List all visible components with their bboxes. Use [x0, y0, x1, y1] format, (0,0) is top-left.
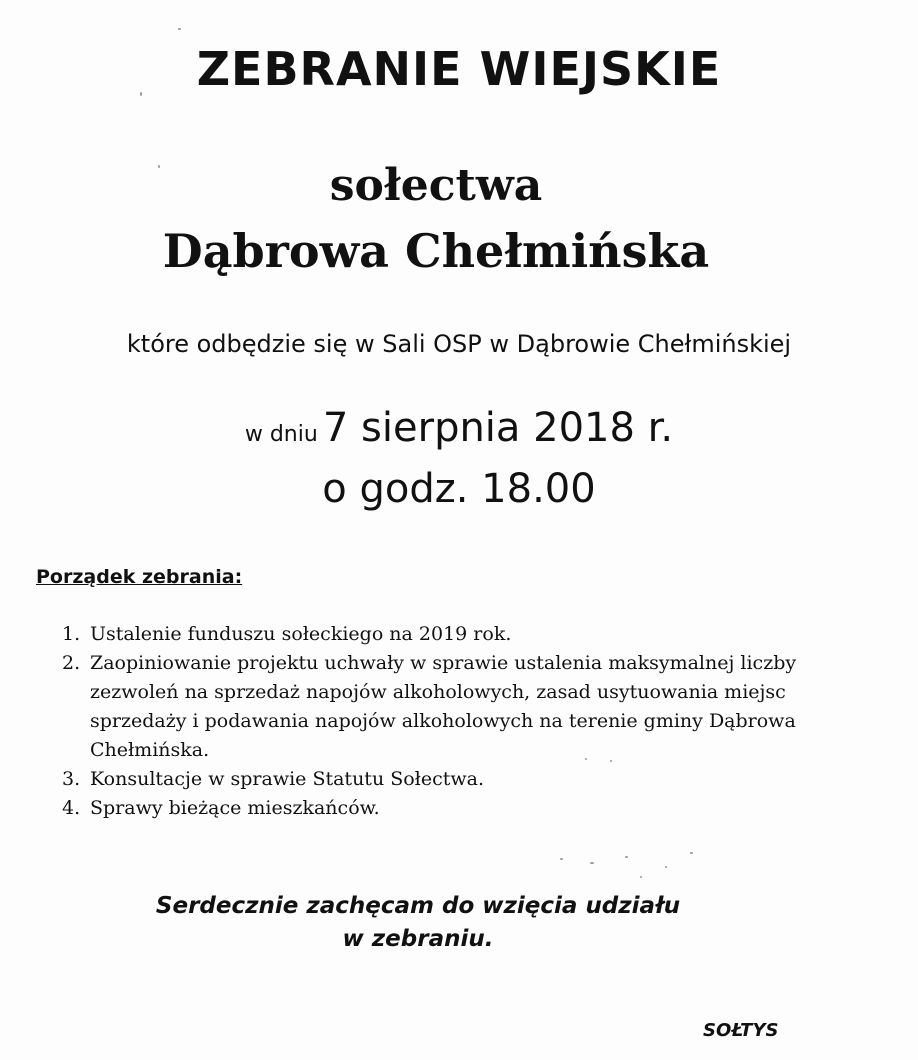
agenda-heading: Porządek zebrania:	[36, 566, 243, 588]
agenda-item-number: 3.	[62, 768, 81, 790]
meeting-date-line	[0, 405, 918, 451]
subtitle-village-council: sołectwa	[329, 160, 543, 211]
signature: SOŁTYS	[703, 1020, 779, 1041]
agenda-item-number: 1.	[62, 623, 81, 645]
closing-line-2: w zebraniu.	[342, 926, 494, 952]
meeting-location: które odbędzie się w Sali OSP w Dąbrowie Chełmińskiej	[126, 330, 792, 358]
agenda-item-text: Ustalenie funduszu sołeckiego na 2019 rok.	[90, 623, 512, 645]
closing-invitation	[0, 890, 836, 956]
meeting-date: 7 sierpnia 2018 r.	[322, 405, 674, 451]
scan-speck	[640, 876, 642, 878]
agenda-item-text: Zaopiniowanie projektu uchwały w sprawie ustalenia maksymalnej liczby zezwoleń na sprzedaż napojów alkoholowych, zasad usytuowania miejsc sprzedaży i podawania napojów alkoholowych na terenie gminy Dąbrowa Chełmińska.	[90, 652, 797, 761]
agenda-item	[62, 649, 872, 765]
scan-speck	[690, 852, 693, 854]
scan-speck	[560, 858, 563, 860]
closing-line-1: Serdecznie zachęcam do wzięcia udziału	[155, 893, 681, 919]
agenda-item-text: Sprawy bieżące mieszkańców.	[90, 797, 380, 819]
agenda-item-number: 4.	[62, 797, 81, 819]
agenda-item-text: Konsultacje w sprawie Statutu Sołectwa.	[90, 768, 484, 790]
agenda-item	[62, 620, 872, 649]
agenda-list	[62, 620, 872, 823]
agenda-item-number: 2.	[62, 652, 81, 674]
scan-speck	[178, 28, 181, 30]
date-prefix: w dniu	[244, 422, 318, 447]
agenda-item	[62, 794, 872, 823]
page-title: ZEBRANIE WIEJSKIE	[196, 42, 722, 96]
scan-speck	[590, 862, 594, 864]
meeting-time: o godz. 18.00	[322, 466, 596, 512]
agenda-item	[62, 765, 872, 794]
subtitle-village-name: Dąbrowa Chełmińska	[162, 224, 710, 278]
scan-speck	[665, 866, 667, 868]
scan-speck	[625, 856, 628, 858]
